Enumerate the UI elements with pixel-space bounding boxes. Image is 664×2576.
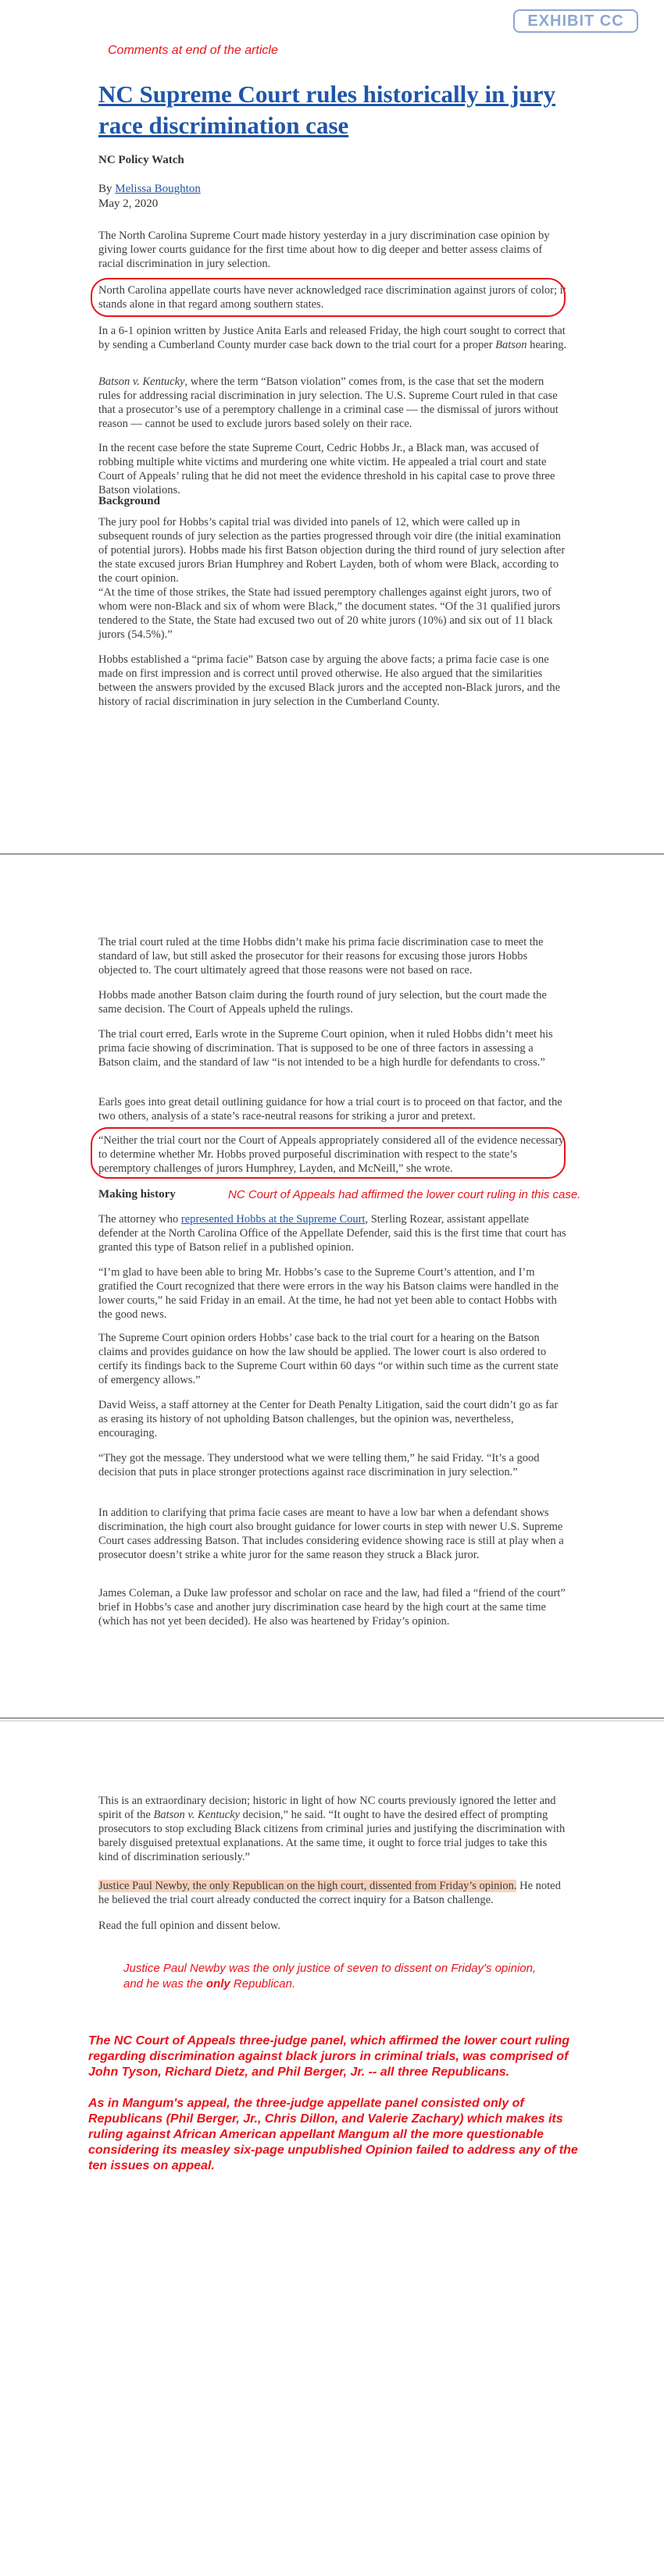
paragraph-earls-guidance: Earls goes into great detail outlining guidance for how a trial court is to proceed on that factor, and the two others, analysis of a state’s race-neutral reasons for striking a juror and pretext. — [98, 1096, 562, 1123]
red-oval-annotation-quote — [91, 1127, 566, 1179]
top-comment-note: Comments at end of the article — [108, 44, 278, 57]
paragraph-batson-v-kentucky — [98, 375, 567, 431]
p14-text: The attorney who — [98, 1213, 181, 1226]
paragraph-intro: The North Carolina Supreme Court made history yesterday in a jury discrimination case opinion by giving lower courts guidance for the first time about how to dig deeper and better assess claims of racial discrimination in jury selection. — [98, 229, 550, 270]
p3-text: In a 6-1 opinion written by Justice Anita Earls and released Friday, the high court sought to correct that by sending a Cumberland County murder case back down to the trial court for a proper — [98, 325, 566, 351]
paragraph-earls-opinion — [98, 324, 567, 352]
p21-text: This is an extraordinary decision; historic in light of how NC courts previously ignored the letter and spirit of the — [98, 1795, 556, 1821]
paragraph-earls-quote: “Neither the trial court nor the Court of Appeals appropriately considered all of the evidence necessary to determine whether Mr. Hobbs proved purposeful discrimination with respect to the state’s peremptory challenges of jurors Humphrey, Layden, and McNeill,” she wrote. — [98, 1134, 565, 1175]
paragraph-hobbs-case: In the recent case before the state Supreme Court, Cedric Hobbs Jr., a Black man, was accused of robbing multiple white victims and murdering one white victim. He appealed a trial court and state Court of Appeals’ ruling that he did not meet the evidence threshold in his capital case to prove three Batson violations. — [98, 442, 555, 496]
paragraph-attorney — [98, 1212, 567, 1254]
byline — [98, 182, 201, 212]
paragraph-read-full-opinion: Read the full opinion and dissent below. — [98, 1920, 281, 1932]
red-oval-annotation — [91, 278, 566, 317]
represented-hobbs-link[interactable]: represented Hobbs at the Supreme Court — [180, 1213, 366, 1226]
p4-italic: Batson v. Kentucky — [98, 375, 185, 388]
p3-text-end: hearing. — [527, 339, 567, 351]
newby-note — [123, 1961, 561, 1992]
p4-text: , where the term “Batson violation” comes from, is the case that set the modern rules for addressing racial discrimination in jury selection. The U.S. Supreme Court ruled in that case that a prosecutor’s use of a peremptory challenge in a criminal case — the dismissal of jurors without reason — cannot be used to exclude jurors based solely on their race. — [98, 375, 559, 430]
p14-text-end: , Sterling Rozear, assistant appellate defender at the North Carolina Office of the Appellate Defender, said this is the first time that court has granted this type of Batson relief in a published opinion. — [98, 1213, 566, 1254]
newby-highlight: Justice Paul Newby, the only Republican on the high court, dissented from Friday’s opinion. — [98, 1880, 517, 1892]
paragraph-prima-facie-bar: In addition to clarifying that prima facie cases are meant to have a low bar when a defendant shows discrimination, the high court also brought guidance for lower courts in step with newer U.S. Supreme Court cases addressing Batson. That includes considering evidence showing race is still at play when a prosecutor doesn’t strike a white juror for the same reason they struck a Black juror. — [98, 1507, 564, 1561]
by-label: By — [98, 183, 116, 195]
newby-note-line-2 — [123, 1976, 561, 1992]
page-divider — [0, 853, 664, 855]
article-date: May 2, 2020 — [98, 197, 159, 210]
paragraph-newby-dissent — [98, 1879, 567, 1907]
paragraph-strikes-quote: “At the time of those strikes, the State had issued peremptory challenges against eight jurors, two of whom were non-Black and six of whom were Black,” the document states. “Of the 31 qualified jurors tendered to the State, the State had excused two out of 20 white jurors (10%) and six out of 11 black jurors (54.5%).” — [98, 586, 561, 641]
appeals-panel-note: The NC Court of Appeals three-judge panel, which affirmed the lower court ruling regarding discrimination against black jurors in criminal trials, was comprised of John Tyson, Richard Dietz, and Phil Berger, Jr. -- all three Republicans. — [88, 2034, 570, 2079]
article-title[interactable]: NC Supreme Court rules historically in jury race discrimination case — [98, 80, 555, 139]
newby-note-bold: only — [205, 1977, 230, 1991]
p22-text: He noted he believed the trial court already conducted the correct inquiry for a Batson challenge. — [98, 1880, 561, 1906]
p21-italic: Batson v. Kentucky — [153, 1809, 240, 1821]
newby-note-pre: and he was the — [123, 1977, 206, 1991]
paragraph-trial-court-ruling: The trial court ruled at the time Hobbs didn’t make his prima facie discrimination case to meet the standard of law, but still asked the prosecutor for their reasons for excusing those jurors Hobbs objected to. The court ultimately agreed that those reasons were not based on race. — [98, 936, 544, 977]
paragraph-prima-facie: Hobbs established a “prima facie” Batson case by arguing the above facts; a prima facie case is one made on first impression and is correct until proved otherwise. He also argued that the similarities between the answers provided by the excused Black jurors and the accepted non-Black jurors, and the history of racial discrimination in jury selection in the Cumberland County. — [98, 653, 561, 708]
author-link[interactable]: Melissa Boughton — [115, 183, 201, 195]
paragraph-remand-order: The Supreme Court opinion orders Hobbs’ case back to the trial court for a hearing on the Batson claims and provides guidance on how the law should be applied. The lower court is also ordered to certify its findings back to the Supreme Court within 60 days “or within such time as the current state of emergency allows.” — [98, 1332, 559, 1386]
paragraph-rozear-quote: “I’m glad to have been able to bring Mr. Hobbs’s case to the Supreme Court’s attention, and I’m gratified the Court recognized that there were errors in the way his Batson claims were handled in the lower courts,” he said Friday in an email. At the time, he had not yet been able to contact Hobbs with the good news. — [98, 1266, 559, 1321]
paragraph-jury-pool: The jury pool for Hobbs’s capital trial was divided into panels of 12, which were called up in subsequent rounds of jury selection as the parties progressed through voir dire (the initial examination of potential jurors). Hobbs made his first Batson objection during the third round of jury selection after the state excused jurors Brian Humphrey and Robert Layden, both of whom were Black, according to the court opinion. — [98, 516, 566, 585]
paragraph-weiss: David Weiss, a staff attorney at the Center for Death Penalty Litigation, said the court didn’t go as far as erasing its history of not upholding Batson challenges, but the opinion was, nevertheless, encouraging. — [98, 1399, 559, 1439]
page-divider-2 — [0, 1717, 664, 1719]
newby-note-line-1: Justice Paul Newby was the only justice of seven to dissent on Friday's opinion, — [123, 1962, 537, 1975]
heading-making-history: Making history — [98, 1188, 176, 1201]
heading-background: Background — [98, 495, 160, 507]
mangum-note: As in Mangum's appeal, the three-judge appellate panel consisted only of Republicans (Phil Berger, Jr., Chris Dillon, and Valerie Zachary) which makes its ruling against African American appellant Mangum all the more questionable considering its measley six-page unpublished Opinion failed to address any of the ten issues on appeal. — [88, 2097, 578, 2172]
paragraph-coleman: James Coleman, a Duke law professor and scholar on race and the law, had filed a “friend of the court” brief in Hobbs’s case and another jury discrimination case heard by the high court at the same time (which has not yet been decided). He also was heartened by Friday’s opinion. — [98, 1587, 566, 1628]
p21-text-end: decision,” he said. “It ought to have the desired effect of prompting prosecutors to stop excluding Black citizens from criminal juries and justifying the discrimination with barely disguised pretextual explanations. At the same time, it ought to force trial judges to take this kind of discrimination seriously.” — [98, 1809, 566, 1863]
p3-italic: Batson — [495, 339, 527, 351]
paragraph-weiss-quote: “They got the message. They understood what we were telling them,” he said Friday. “It’s a good decision that puts in place stronger protections against race discrimination in jury selection.” — [98, 1452, 540, 1478]
exhibit-label: EXHIBIT CC — [513, 9, 638, 33]
paragraph-appellate-history: North Carolina appellate courts have never acknowledged race discrimination against jurors of color; it stands alone in that regard among southern states. — [98, 284, 566, 311]
paragraph-coleman-quote — [98, 1794, 567, 1864]
paragraph-fourth-round: Hobbs made another Batson claim during the fourth round of jury selection, but the court made the same decision. The Court of Appeals upheld the rulings. — [98, 989, 547, 1016]
page-divider-2b — [0, 1720, 664, 1721]
newby-note-post: Republican. — [230, 1977, 296, 1991]
paragraph-trial-court-erred: The trial court erred, Earls wrote in the Supreme Court opinion, when it ruled Hobbs didn’t meet his prima facie showing of discrimination. That is supposed to be one of three factors in assessing a Batson claim, and the standard of law “is not intended to be a high hurdle for defendants to cross.” — [98, 1028, 553, 1069]
article-source: NC Policy Watch — [98, 154, 184, 166]
court-of-appeals-note: NC Court of Appeals had affirmed the lower court ruling in this case. — [228, 1188, 581, 1201]
